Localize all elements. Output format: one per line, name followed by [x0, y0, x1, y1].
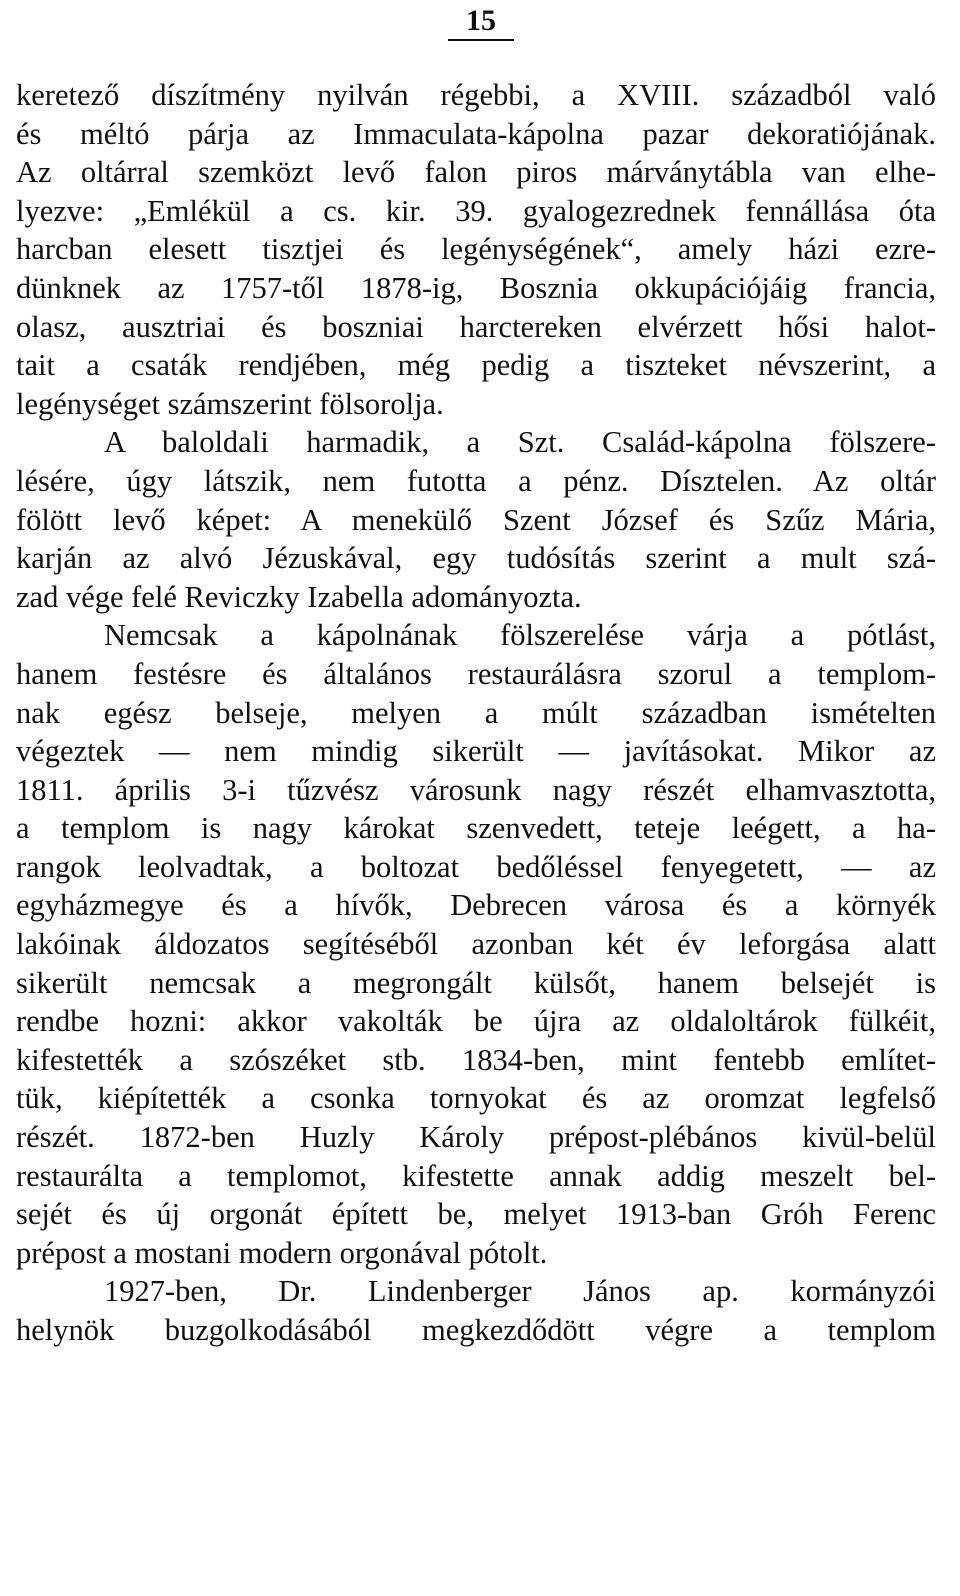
text-line: egyházmegye és a hívők, Debrecen városa és a környék [16, 888, 936, 923]
paragraph [16, 423, 936, 616]
text-line: helynök buzgolkodásából megkezdődött végre a templom [16, 1313, 936, 1347]
text-line: tük, kiépítették a csonka tornyokat és az oromzat legfelső [16, 1081, 936, 1116]
text-line: tait a csaták rendjében, még pedig a tiszteket névszerint, a [16, 348, 936, 383]
text-line: rendbe hozni: akkor vakolták be újra az oldaloltárok fülkéit, [16, 1004, 936, 1039]
text-line: 1927-ben, Dr. Lindenberger János ap. kormányzói [104, 1274, 936, 1309]
text-line: sejét és új orgonát épített be, melyet 1913-ban Gróh Ferenc [16, 1197, 936, 1232]
text-line: harcban elesett tisztjei és legénységének“, amely házi ezre- [16, 232, 936, 267]
text-line: Nemcsak a kápolnának fölszerelése várja a pótlást, [104, 618, 936, 653]
text-line: lyezve: „Emlékül a cs. kir. 39. gyalogezrednek fennállása óta [16, 193, 936, 228]
text-line: zad vége felé Reviczky Izabella adományozta. [16, 579, 582, 614]
text-line: fölött levő képet: A menekülő Szent József és Szűz Mária, [16, 502, 936, 537]
text-line: a templom is nagy károkat szenvedett, teteje leégett, a ha- [16, 811, 936, 846]
text-line: 1811. április 3-i tűzvész városunk nagy részét elhamvasztotta, [16, 772, 936, 807]
text-line: rangok leolvadtak, a boltozat bedőléssel fenyegetett, — az [16, 849, 936, 884]
text-line: olasz, ausztriai és boszniai harctereken elvérzett hősi halot- [16, 309, 936, 344]
text-line: részét. 1872-ben Huzly Károly prépost-plébános kivül-belül [16, 1120, 936, 1155]
paragraph [16, 76, 936, 423]
text-line: restaurálta a templomot, kifestette annak addig meszelt bel- [16, 1158, 936, 1193]
text-line: A baloldali harmadik, a Szt. Család-kápolna fölszere- [104, 425, 936, 460]
text-line: hanem festésre és általános restaurálásra szorul a templom- [16, 656, 936, 691]
text-line: karján az alvó Jézuskával, egy tudósítás szerint a mult szá- [16, 541, 936, 576]
text-line: keretező díszítmény nyilván régebbi, a XVIII. századból való [16, 78, 936, 112]
text-line: lésére, úgy látszik, nem futotta a pénz. Dísztelen. Az oltár [16, 463, 936, 498]
body-text [16, 76, 936, 1350]
text-line: végeztek — nem mindig sikerült — javításokat. Mikor az [16, 734, 936, 769]
text-line: sikerült nemcsak a megrongált külsőt, hanem belsejét is [16, 965, 936, 1000]
text-line: Az oltárral szemközt levő falon piros márványtábla van elhe- [16, 155, 936, 190]
text-line: dünknek az 1757-től 1878-ig, Bosznia okkupációjáig francia, [16, 270, 936, 305]
text-line: nak egész belseje, melyen a múlt században ismételten [16, 695, 936, 730]
text-line: prépost a mostani modern orgonával pótolt. [16, 1235, 548, 1270]
text-line: kifestették a szószéket stb. 1834-ben, mint fentebb említet- [16, 1042, 936, 1077]
page-number: 15 [448, 4, 514, 41]
text-line: lakóinak áldozatos segítéséből azonban két év leforgása alatt [16, 927, 936, 962]
text-line: és méltó párja az Immaculata-kápolna pazar dekoratiójának. [16, 116, 936, 151]
paragraph [16, 616, 936, 1272]
paragraph [16, 1272, 936, 1349]
text-line: legénységet számszerint fölsorolja. [16, 386, 444, 421]
